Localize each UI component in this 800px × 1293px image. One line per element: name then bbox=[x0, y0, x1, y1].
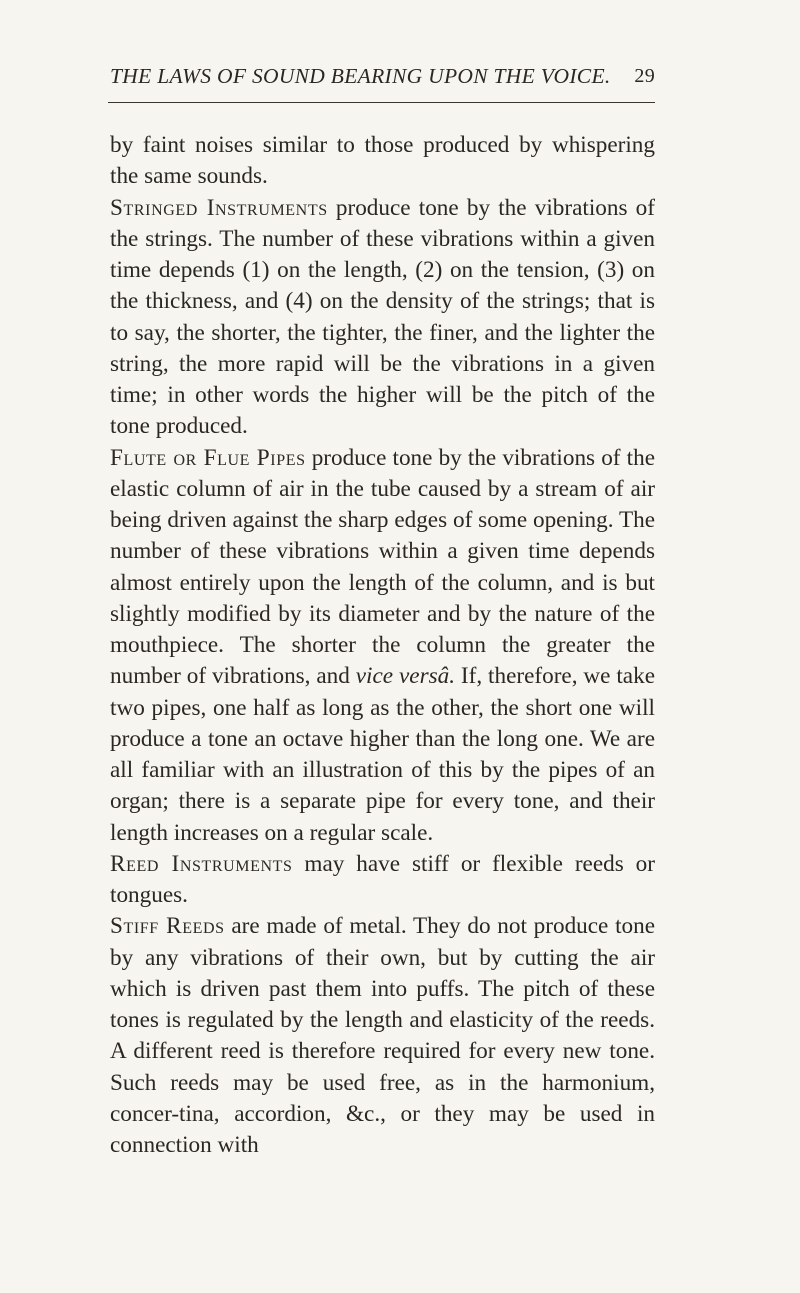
paragraph-text: produce tone by the vibrations of the strings. The number of these vibrations within a given time depends (1) on the length, (2) on the tension, (3) on the thickness, and (4) on the density of the strings; that is to say, the shorter, the tighter, the finer, and the lighter the string, the more rapid will be the vibrations in a given time; in other words the higher will be the pitch of the tone produced. bbox=[110, 194, 655, 440]
section-lead: Stiff Reeds bbox=[110, 913, 225, 940]
body-text bbox=[110, 130, 655, 1161]
paragraph-text: produce tone by the vibrations of the elastic column of air in the tube caused by a stream of air being driven against the sharp edges of some opening. The number of these vibrations within a given time depends almost entirely upon the length of the column, and is but slightly modified by its diameter and by the nature of the mouthpiece. The shorter the column the greater the number of vibrations, and bbox=[110, 444, 655, 690]
running-head bbox=[110, 60, 655, 92]
section-lead: Reed Instruments bbox=[110, 850, 293, 877]
section-lead: Flute or Flue Pipes bbox=[110, 444, 306, 471]
paragraph-text: are made of metal. They do not produce tone by any vibrations of their own, but by cutting the air which is driven past them into puffs. The pitch of these tones is regulated by the length and elasticity of the reeds. A different reed is therefore required for every new tone. Such reeds may be used free, as in the harmonium, concer-tina, accordion, &c., or they may be used in connection with bbox=[110, 913, 655, 1158]
paragraph-text: may have stiff or flexible reeds or tongues. bbox=[110, 850, 655, 908]
running-title: THE LAWS OF SOUND BEARING UPON THE VOICE. bbox=[110, 64, 611, 88]
header-rule bbox=[108, 102, 655, 103]
paragraph-stiff-reeds bbox=[110, 911, 655, 1161]
paragraph-stringed-instruments bbox=[110, 193, 655, 443]
paragraph-continuation bbox=[110, 130, 655, 193]
paragraph-text: by faint noises similar to those produced by whispering the same sounds. bbox=[110, 132, 655, 190]
section-lead: Stringed Instruments bbox=[110, 194, 328, 221]
paragraph-text: If, therefore, we take two pipes, one half as long as the other, the short one will produce a tone an octave higher than the long one. We are all familiar with an illustration of this by the pipes of an organ; there is a separate pipe for every tone, and their length increases on a regular scale. bbox=[110, 663, 655, 846]
paragraph-reed-instruments bbox=[110, 849, 655, 912]
page-number: 29 bbox=[634, 65, 655, 87]
paragraph-flute-pipes bbox=[110, 443, 655, 849]
italic-phrase: vice versâ. bbox=[355, 663, 456, 690]
